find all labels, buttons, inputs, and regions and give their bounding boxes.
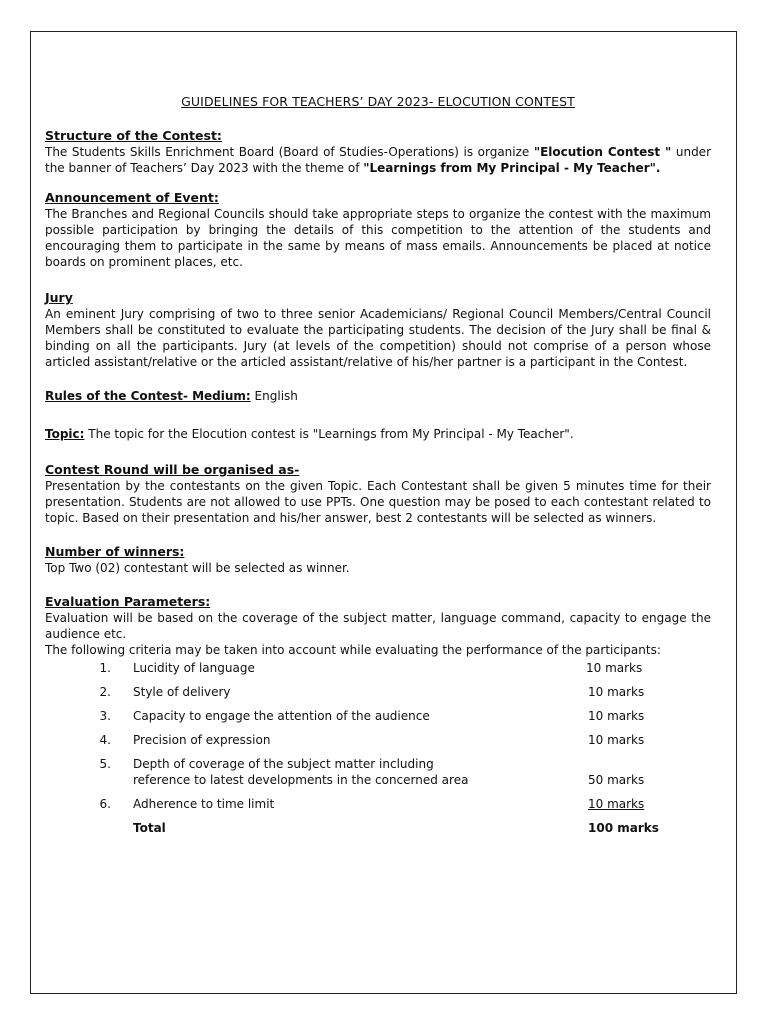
section-heading-contest-round: Contest Round will be organised as- — [45, 462, 300, 477]
criteria-label: Lucidity of language — [133, 661, 255, 675]
section-contest-round — [45, 462, 711, 526]
criteria-number: 1. — [99, 661, 111, 675]
section-heading-evaluation: Evaluation Parameters: — [45, 594, 211, 609]
section-heading-rules: Rules of the Contest- Medium: — [45, 389, 251, 403]
criteria-table — [45, 660, 711, 836]
criteria-label: Precision of expression — [133, 733, 271, 747]
criteria-label: Depth of coverage of the subject matter including — [133, 757, 434, 771]
criteria-row — [45, 796, 711, 812]
criteria-row — [45, 732, 711, 748]
structure-bold-2: "Learnings from My Principal - My Teacher". — [363, 161, 661, 175]
section-rules — [45, 388, 711, 404]
winners-text: Top Two (02) contestant will be selected as winner. — [45, 561, 350, 575]
criteria-label: Capacity to engage the attention of the audience — [133, 709, 430, 723]
criteria-row — [45, 708, 711, 724]
section-structure — [45, 128, 711, 176]
criteria-row — [45, 756, 711, 788]
structure-text-2: under the banner of Teachers’ Day 2023 with the theme of — [45, 145, 712, 175]
section-evaluation — [45, 594, 711, 836]
section-heading-topic: Topic: — [45, 427, 85, 441]
rules-value: English — [250, 389, 298, 403]
criteria-total-row — [45, 820, 711, 836]
criteria-marks: 50 marks — [588, 773, 645, 787]
section-heading-announcement: Announcement of Event: — [45, 190, 219, 205]
criteria-marks: 10 marks — [588, 709, 645, 723]
criteria-row — [45, 660, 711, 676]
criteria-marks: 10 marks — [588, 797, 645, 811]
criteria-number: 3. — [99, 709, 111, 723]
criteria-marks: 10 marks — [588, 733, 645, 747]
rules-row — [45, 388, 711, 404]
document-title: GUIDELINES FOR TEACHERS’ DAY 2023- ELOCUTION CONTEST — [181, 94, 575, 109]
evaluation-text-2: The following criteria may be taken into account while evaluating the performance of the participants: — [45, 643, 661, 657]
document-page — [30, 31, 737, 994]
section-heading-winners: Number of winners: — [45, 544, 185, 559]
section-winners — [45, 544, 711, 576]
section-heading-jury: Jury — [45, 290, 73, 305]
criteria-number: 2. — [99, 685, 111, 699]
criteria-label: Style of delivery — [133, 685, 231, 699]
criteria-label: Adherence to time limit — [133, 797, 275, 811]
structure-text-1: The Students Skills Enrichment Board (Board of Studies-Operations) is organize — [45, 145, 534, 159]
criteria-row — [45, 684, 711, 700]
criteria-label-line-2: reference to latest developments in the concerned area — [133, 773, 469, 787]
jury-text: An eminent Jury comprising of two to three senior Academicians/ Regional Council Members/Central Council Members shall be constituted to evaluate the participating students. The decision of the Jury shall be final & binding on all the participants. Jury (at levels of the competition) should not comprise of a person whose articled assistant/relative or the articled assistant/relative of his/her partner is a participant in the Contest. — [45, 307, 711, 369]
section-topic — [45, 426, 711, 442]
criteria-number: 4. — [99, 733, 111, 747]
announcement-text: The Branches and Regional Councils should take appropriate steps to organize the contest with the maximum possible participation by bringing the details of this competition to the attention of the students and encouraging them to participate in the same by means of mass emails. Announcements be placed at notice boards on prominent places, etc. — [45, 207, 711, 269]
topic-value: The topic for the Elocution contest is "Learnings from My Principal - My Teacher". — [84, 427, 574, 441]
contest-round-text: Presentation by the contestants on the given Topic. Each Contestant shall be given 5 minutes time for their presentation. Students are not allowed to use PPTs. One question may be posed to each contestant related to topic. Based on their presentation and his/her answer, best 2 contestants will be selected as winners. — [45, 479, 711, 525]
document-content — [45, 94, 711, 850]
evaluation-text-1: Evaluation will be based on the coverage of the subject matter, language command, capacity to engage the audience etc. — [45, 611, 711, 641]
criteria-marks: 10 marks — [586, 661, 643, 675]
criteria-number: 5. — [99, 757, 111, 771]
total-marks: 100 marks — [588, 821, 659, 835]
section-announcement — [45, 190, 711, 270]
criteria-marks: 10 marks — [588, 685, 645, 699]
total-label: Total — [133, 821, 166, 835]
section-jury — [45, 290, 711, 370]
structure-text — [45, 144, 711, 176]
criteria-number: 6. — [99, 797, 111, 811]
section-heading-structure: Structure of the Contest: — [45, 128, 222, 143]
topic-row — [45, 426, 711, 442]
structure-bold-1: "Elocution Contest " — [533, 145, 672, 159]
